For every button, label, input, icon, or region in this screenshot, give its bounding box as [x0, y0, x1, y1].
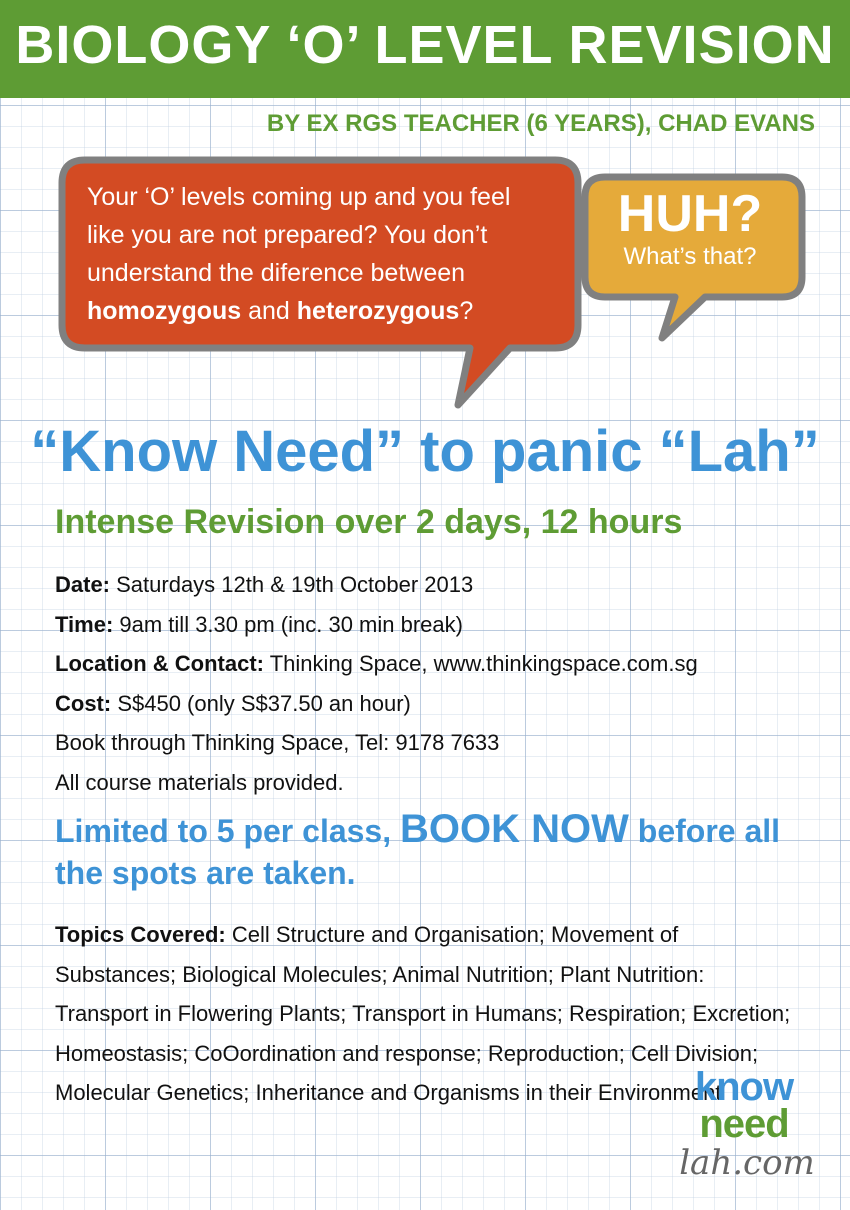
byline: BY EX RGS TEACHER (6 YEARS), CHAD EVANS: [266, 110, 815, 137]
time-value: 9am till 3.30 pm (inc. 30 min break): [113, 611, 463, 637]
course-details: [55, 565, 698, 802]
tagline: “Know Need” to panic “Lah”: [30, 419, 820, 484]
cta-part1: Limited to 5 per class,: [55, 813, 400, 849]
topics-text: Cell Structure and Organisation; Movement of Substances; Biological Molecules; Animal Nutrition; Plant Nutrition: Transport in Flowering Plants; Transport in Humans; Respiration; Excretion; Homeostasis; CoOordination and response; Reproduction; Cell Division; Molecular Genetics; Inheritance and Organisms in their Environment: [55, 922, 791, 1105]
time-label: Time:: [55, 611, 114, 637]
speech-line-1: Your ‘O’ levels coming up and you feel: [87, 183, 511, 211]
logo-need: need: [699, 1102, 789, 1146]
date-value: Saturdays 12th & 19th October 2013: [110, 572, 474, 597]
detail-date: [55, 565, 698, 605]
detail-booking: Book through Thinking Space, Tel: 9178 7633: [55, 730, 500, 755]
reply-bubble-text: [592, 186, 788, 272]
term-connector: and: [241, 297, 297, 325]
topics-label: Topics Covered:: [55, 922, 226, 947]
speech-line-2: like you are not prepared? You don’t: [87, 221, 488, 249]
detail-materials: All course materials provided.: [55, 769, 344, 795]
location-value: Thinking Space, www.thinkingspace.com.sg: [264, 651, 698, 676]
call-to-action: [55, 808, 825, 894]
logo-know: know: [694, 1068, 794, 1109]
question-mark: ?: [459, 297, 474, 325]
date-label: Date:: [55, 572, 111, 597]
reply-subtitle: What’s that?: [623, 243, 757, 270]
page-title: BIOLOGY ‘O’ LEVEL REVISION: [15, 15, 835, 75]
knowneedlah-logo: [672, 1068, 822, 1183]
cta-part2: before all the spots are taken.: [55, 813, 789, 891]
speech-bubble-text: [87, 178, 510, 330]
speech-line-3: understand the diference between: [87, 259, 466, 287]
book-now-emphasis: BOOK NOW: [400, 807, 629, 851]
cost-value: S$450 (only S$37.50 an hour): [111, 690, 411, 716]
term-homozygous: homozygous: [87, 297, 242, 325]
detail-location: [55, 644, 698, 684]
cost-label: Cost:: [55, 690, 112, 716]
logo-lah: lah.com: [679, 1143, 815, 1183]
location-label: Location & Contact:: [55, 651, 264, 676]
detail-cost: [55, 684, 698, 724]
subheading: Intense Revision over 2 days, 12 hours: [55, 503, 683, 541]
term-heterozygous: heterozygous: [296, 297, 460, 325]
speech-line-4: [87, 292, 510, 330]
detail-time: [55, 605, 698, 645]
reply-title: HUH?: [617, 185, 763, 243]
